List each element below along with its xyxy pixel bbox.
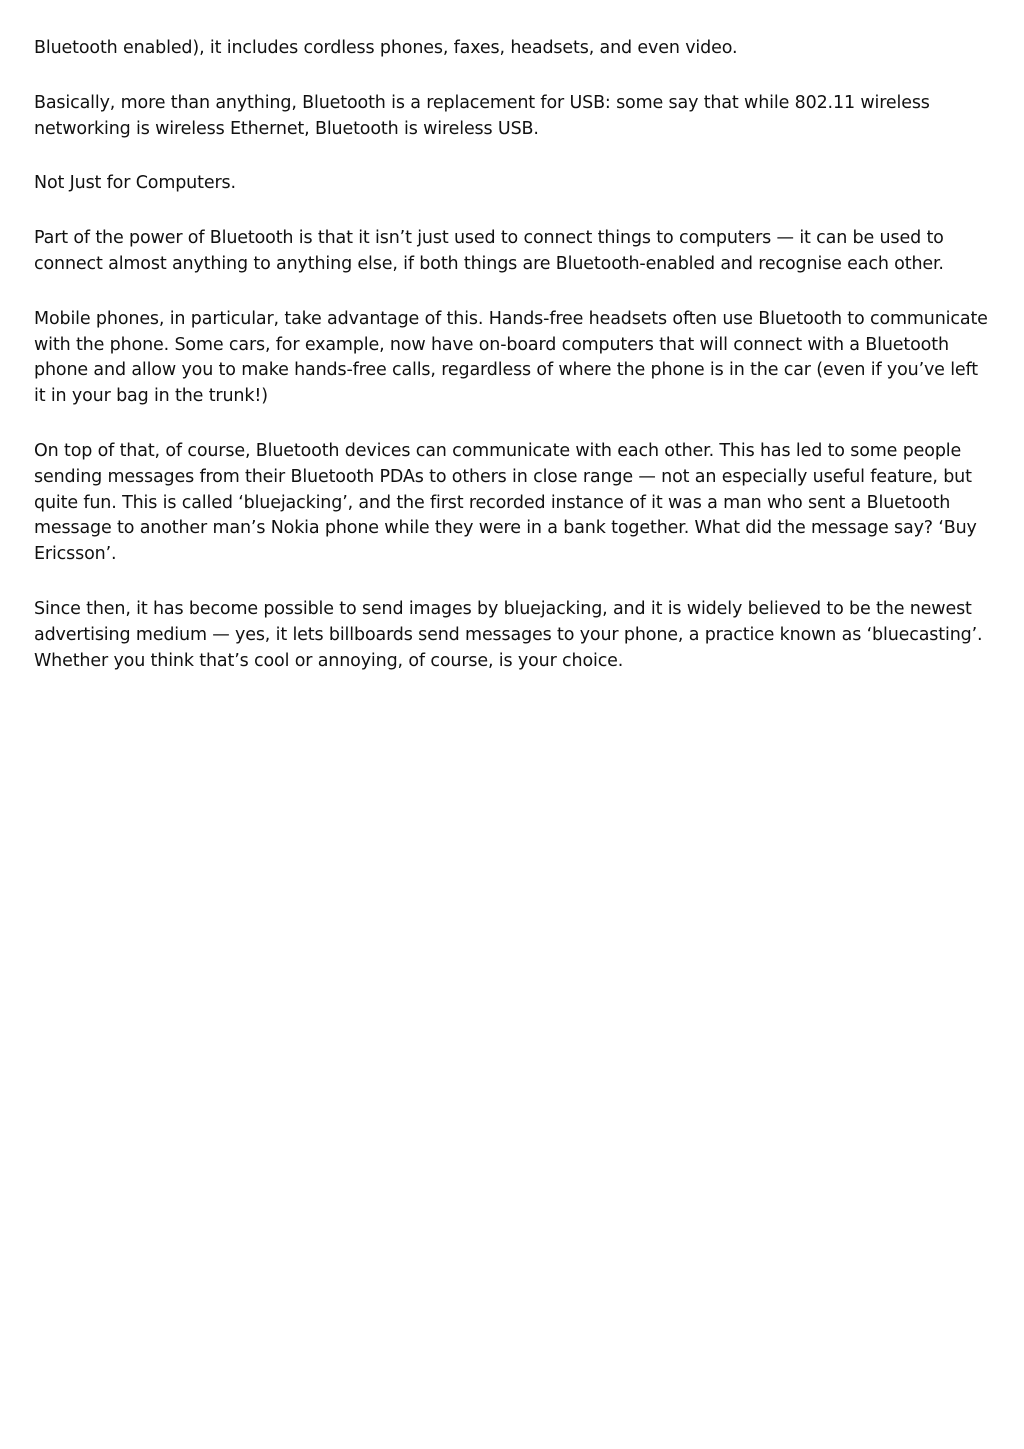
section-heading-not-just-computers: Not Just for Computers. — [34, 173, 236, 194]
paragraph-mobile-phones: Mobile phones, in particular, take advantage of this. Hands-free headsets often use Bluetooth to communicate with the phone. Some cars, for example, now have on-board computers that will connect with a Bluetooth phone and allow you to make hands-free calls, regardless of where the phone is in the car (even if you’ve left it in your bag in the trunk!) — [34, 308, 988, 407]
paragraph-usb-replacement: Basically, more than anything, Bluetooth is a replacement for USB: some say that while 802.11 wireless networking is wireless Ethernet, Bluetooth is wireless USB. — [34, 92, 930, 139]
document-body — [34, 36, 994, 703]
paragraph-bluecasting: Since then, it has become possible to send images by bluejacking, and it is widely believed to be the newest advertising medium — yes, it lets billboards send messages to your phone, a practice known as ‘bluecasting’. Whether you think that’s cool or annoying, of course, is your choice. — [34, 598, 983, 671]
paragraph-intro-continuation: Bluetooth enabled), it includes cordless phones, faxes, headsets, and even video. — [34, 38, 738, 58]
paragraph-power-of-bluetooth: Part of the power of Bluetooth is that it isn’t just used to connect things to computers — it can be used to connect almost anything to anything else, if both things are Bluetooth-enabled and recognise each other. — [34, 228, 944, 274]
paragraph-bluejacking: On top of that, of course, Bluetooth devices can communicate with each other. This has led to some people sending messages from their Bluetooth PDAs to others in close range — not an especially useful feature, but quite fun. This is called ‘bluejacking’, and the first recorded instance of it was a man who sent a Bluetooth message to another man’s Nokia phone while they were in a bank together. What did the message say? ‘Buy Ericsson’. — [34, 440, 977, 565]
